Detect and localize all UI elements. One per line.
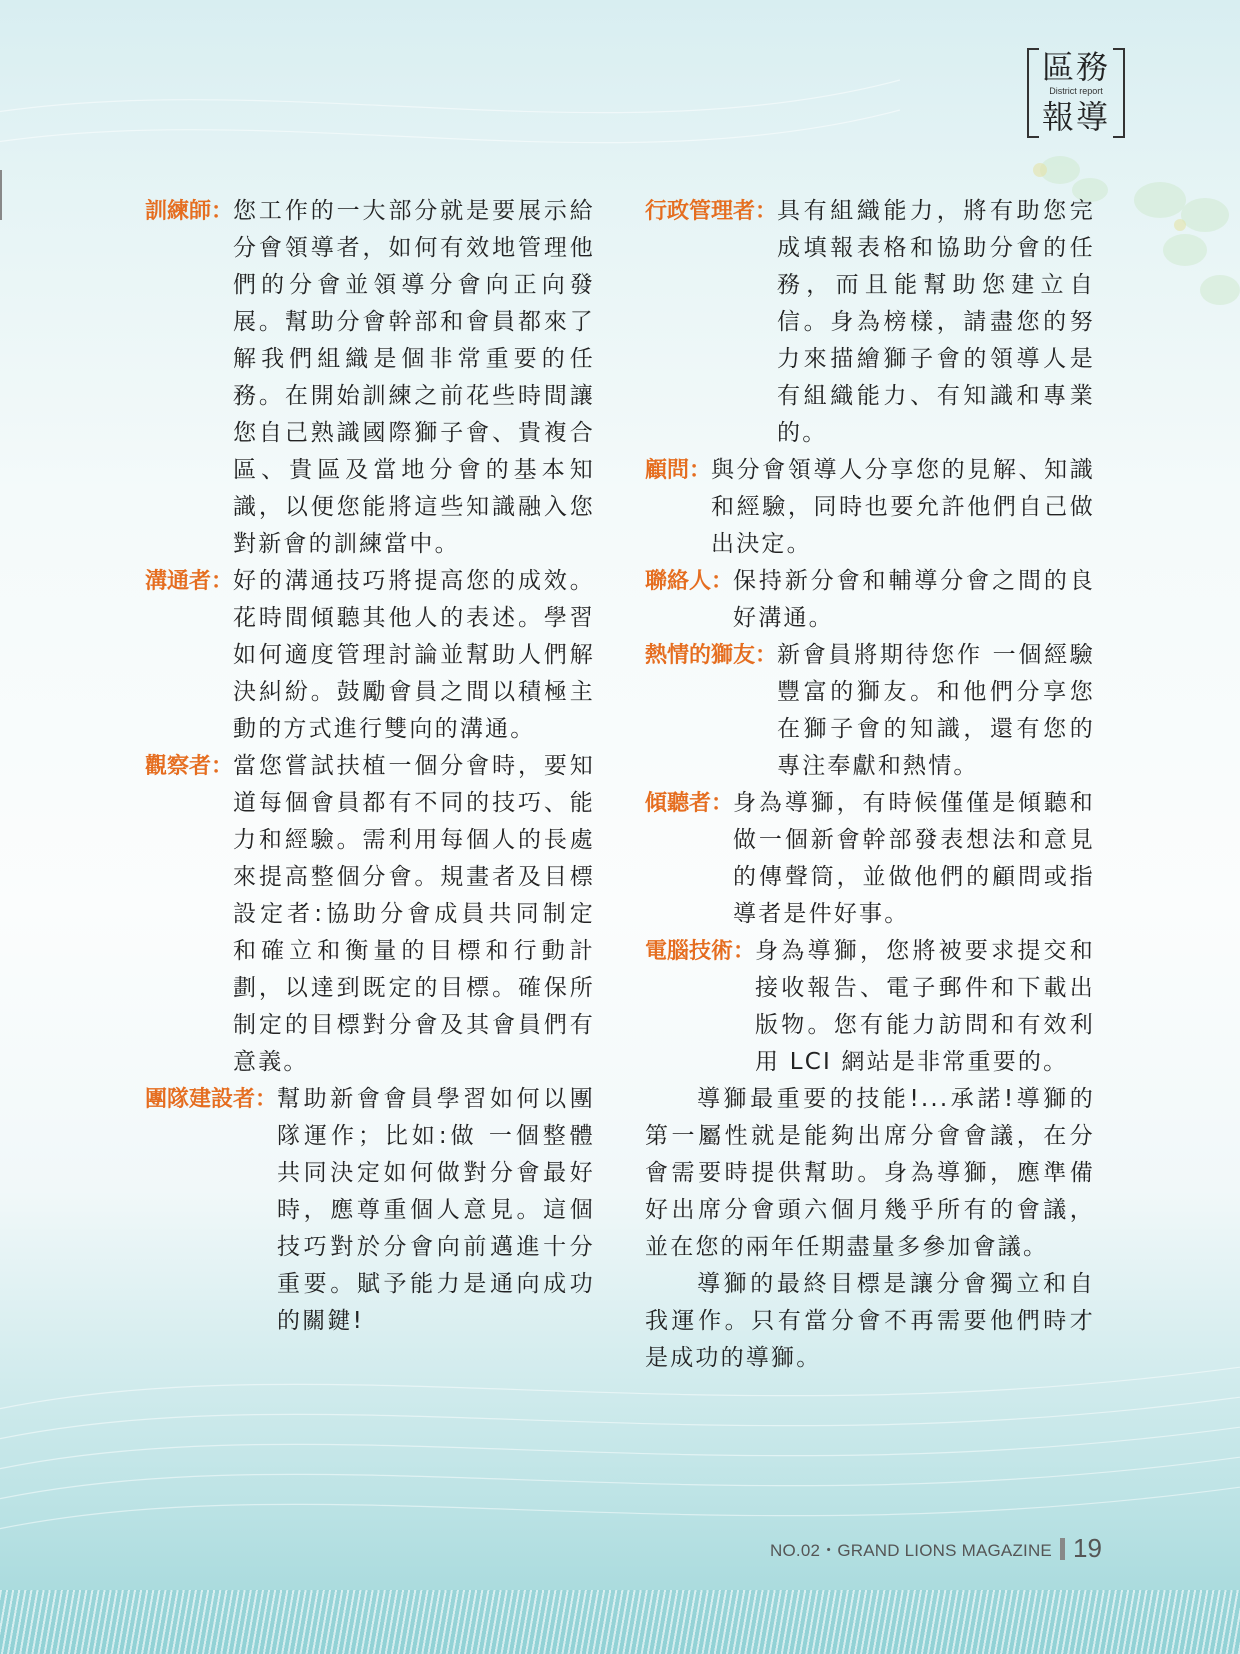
entry-body: 具有組織能力，將有助您完成填報表格和協助分會的任務，而且能幫助您建立自信。身為榜樣，請盡您的努力來描繪獅子會的領導人是有組織能力、有知識和專業的。 — [777, 198, 1095, 446]
entry-administrator — [645, 193, 1095, 452]
entry-label: 團隊建設者： — [145, 1087, 278, 1112]
closing-paragraph: 導獅的最終目標是讓分會獨立和自我運作。只有當分會不再需要他們時才是成功的導獅。 — [645, 1271, 1095, 1371]
entry-listener — [645, 785, 1095, 933]
entry-label: 電腦技術： — [645, 939, 756, 964]
page-number: 19 — [1072, 1533, 1102, 1563]
entry-body: 與分會領導人分享您的見解、知識和經驗，同時也要允許他們自己做出決定。 — [711, 457, 1095, 557]
bottom-stripe-band — [0, 1590, 1240, 1654]
entry-communicator — [145, 563, 595, 748]
entry-body: 保持新分會和輔導分會之間的良好溝通。 — [733, 568, 1095, 631]
entry-body: 身為導獅，有時候僅僅是傾聽和做一個新會幹部發表想法和意見的傳聲筒，並做他們的顧問或指導者是件好事。 — [733, 790, 1095, 927]
entry-body: 新會員將期待您作 一個經驗豐富的獅友。和他們分享您在獅子會的知識，還有您的專注奉獻和熱情。 — [777, 642, 1095, 779]
entry-label: 聯絡人： — [645, 569, 734, 594]
page-footer — [770, 1533, 1102, 1564]
entry-trainer — [145, 193, 595, 563]
entry-computer-skills — [645, 933, 1095, 1081]
entry-team-builder — [145, 1081, 595, 1340]
left-column — [145, 193, 595, 1340]
right-column — [645, 193, 1095, 1377]
entry-observer — [145, 748, 595, 1081]
footer-divider — [1060, 1538, 1065, 1560]
section-subtitle: District report — [1049, 86, 1103, 96]
entry-liaison — [645, 563, 1095, 637]
entry-advisor — [645, 452, 1095, 563]
entry-body: 好的溝通技巧將提高您的成效。花時間傾聽其他人的表述。學習如何適度管理討論並幫助人們解決糾紛。鼓勵會員之間以積極主動的方式進行雙向的溝通。 — [233, 568, 595, 742]
section-title-line1: 區務 — [1041, 48, 1110, 86]
entry-label: 顧問： — [645, 458, 712, 483]
entry-enthusiastic-lion — [645, 637, 1095, 785]
entry-label: 溝通者： — [145, 569, 234, 594]
entry-label: 傾聽者： — [645, 791, 734, 816]
entry-body: 當您嘗試扶植一個分會時，要知道每個會員都有不同的技巧、能力和經驗。需利用每個人的長處來提高整個分會。規畫者及目標設定者:協助分會成員共同制定和確立和衡量的目標和行動計劃，以達到既定的目標。確保所制定的目標對分會及其會員們有意義。 — [233, 753, 595, 1075]
entry-body: 身為導獅，您將被要求提交和接收報告、電子郵件和下載出版物。您有能力訪問和有效利用 LCI 網站是非常重要的。 — [755, 938, 1095, 1075]
section-badge — [1027, 48, 1125, 136]
page-edge-marker — [0, 170, 2, 220]
section-title-line2: 報導 — [1041, 98, 1110, 136]
entry-label: 熱情的獅友： — [645, 643, 778, 668]
closing-paragraph: 導獅最重要的技能!...承諾!導獅的第一屬性就是能夠出席分會會議，在分會需要時提供幫助。身為導獅，應準備好出席分會頭六個月幾乎所有的會議，並在您的兩年任期盡量多參加會議。 — [645, 1086, 1095, 1260]
entry-label: 行政管理者： — [645, 199, 778, 224]
badge-bracket-right — [1113, 48, 1125, 138]
entry-body: 您工作的一大部分就是要展示給分會領導者，如何有效地管理他們的分會並領導分會向正向發展。幫助分會幹部和會員都來了解我們組織是個非常重要的任務。在開始訓練之前花些時間讓您自己熟識國際獅子會、貴複合區、貴區及當地分會的基本知識，以便您能將這些知識融入您對新會的訓練當中。 — [233, 198, 595, 557]
entry-label: 訓練師： — [145, 199, 234, 224]
entry-label: 觀察者： — [145, 754, 234, 779]
badge-bracket-left — [1027, 48, 1039, 138]
entry-body: 幫助新會會員學習如何以團隊運作；比如:做 一個整體共同決定如何做對分會最好時，應尊重個人意見。這個技巧對於分會向前邁進十分重要。賦予能力是通向成功的關鍵! — [277, 1086, 595, 1334]
magazine-name: NO.02・GRAND LIONS MAGAZINE — [770, 1541, 1052, 1560]
